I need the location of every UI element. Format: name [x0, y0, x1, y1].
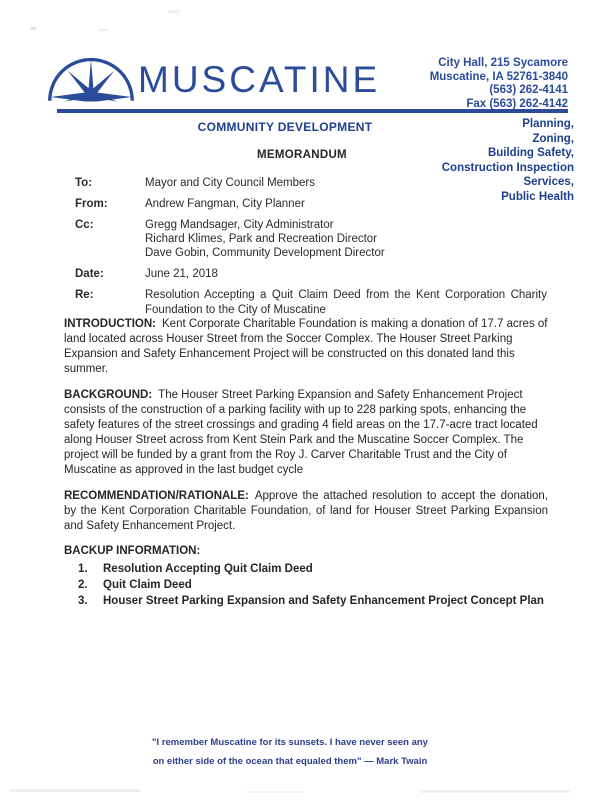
contact-line: Muscatine, IA 52761-3840 — [429, 70, 568, 83]
field-row-from — [75, 197, 547, 211]
paragraph-heading: BACKGROUND: — [64, 389, 153, 401]
paragraph-recommendation — [64, 489, 548, 534]
scan-smudge — [98, 29, 108, 31]
paragraph-introduction — [64, 317, 548, 377]
scan-edge-line — [10, 789, 140, 792]
cc-line: Richard Klimes, Park and Recreation Director — [145, 233, 378, 245]
field-row-re — [75, 288, 547, 318]
field-label: Date: — [75, 268, 104, 280]
service-line: Planning, — [522, 118, 574, 130]
paragraph-background — [64, 388, 548, 478]
department-title: COMMUNITY DEVELOPMENT — [197, 120, 373, 134]
cc-line: Dave Gobin, Community Development Director — [145, 247, 385, 259]
list-item-text: Quit Claim Deed — [103, 579, 192, 591]
field-row-cc — [75, 218, 547, 260]
field-value: Mayor and City Council Members — [145, 177, 316, 189]
service-line: Services, — [523, 176, 574, 189]
field-row-to — [75, 176, 547, 190]
scan-edge-line — [245, 791, 305, 793]
memo-fields — [75, 176, 547, 323]
contact-block — [430, 57, 568, 111]
field-label: Cc: — [75, 219, 94, 231]
list-item — [64, 577, 548, 593]
list-item-number: 3. — [78, 595, 88, 607]
memo-title: MEMORANDUM — [257, 149, 347, 161]
service-line: Public Health — [501, 190, 574, 203]
quote-line: on either side of the ocean that equaled them" — Mark Twain — [152, 756, 428, 767]
list-item — [64, 593, 548, 609]
muscatine-sunburst-logo-icon — [46, 54, 136, 107]
list-item-number: 2. — [78, 579, 88, 591]
letterhead-rule — [57, 109, 568, 113]
field-label: Re: — [75, 289, 94, 301]
wordmark-muscatine: MUSCATINE — [138, 59, 381, 100]
field-row-date — [75, 267, 547, 281]
list-item — [64, 561, 548, 577]
backup-information-heading: BACKUP INFORMATION: — [64, 545, 201, 557]
field-value: Andrew Fangman, City Planner — [145, 198, 305, 210]
memo-body — [64, 317, 548, 609]
scan-smudge — [168, 10, 180, 13]
scan-edge-line — [420, 790, 570, 793]
backup-list — [64, 561, 548, 609]
list-item-text: Houser Street Parking Expansion and Safety Enhancement Project Concept Plan — [103, 595, 544, 607]
scan-smudge — [30, 27, 36, 30]
paragraph-text: Approve the attached resolution to accept the donation, by the Kent Corporation Charitable Foundation, of land for Houser Street Parking Expansion and Safety Enhancement Project. — [64, 490, 548, 532]
quote-line: "I remember Muscatine for its sunsets. I have never seen any — [152, 737, 428, 748]
cc-line: Gregg Mandsager, City Administrator — [145, 219, 334, 231]
paragraph-heading: INTRODUCTION: — [64, 318, 156, 330]
paragraph-heading: RECOMMENDATION/RATIONALE: — [64, 490, 249, 502]
contact-line: (563) 262-4141 — [489, 84, 568, 96]
list-item-text: Resolution Accepting Quit Claim Deed — [103, 563, 313, 575]
service-line: Construction Inspection — [441, 161, 574, 174]
field-value — [145, 218, 547, 260]
service-line: Zoning, — [532, 132, 574, 145]
service-line: Building Safety, — [487, 147, 574, 160]
footer-quote — [0, 733, 580, 771]
field-label: To: — [75, 177, 93, 189]
paragraph-text: The Houser Street Parking Expansion and Safety Enhancement Project consists of the construction of a parking facility with up to 228 parking spots, enhancing the safety features of the street crossings and grading 4 field areas on the 17.7-acre tract located along Houser Street across from Kent Stein Park and the Muscatine Soccer Complex. The project will be funded by a grant from the Roy J. Carver Charitable Trust and the City of Muscatine as approved in the last budget cycle — [64, 389, 538, 476]
contact-line: City Hall, 215 Sycamore — [438, 57, 568, 69]
field-value: Resolution Accepting a Quit Claim Deed from the Kent Corporation Charity Foundation to the City of Muscatine — [145, 289, 547, 316]
field-value: June 21, 2018 — [145, 268, 218, 280]
field-label: From: — [75, 198, 108, 210]
paragraph-text: Kent Corporate Charitable Foundation is making a donation of 17.7 acres of land located across Houser Street from the Soccer Complex. The Houser Street Parking Expansion and Safety Enhancement Project will be constructed on this donated land this summer. — [64, 318, 548, 375]
list-item-number: 1. — [78, 563, 88, 575]
contact-line: Fax (563) 262-4142 — [466, 97, 568, 110]
